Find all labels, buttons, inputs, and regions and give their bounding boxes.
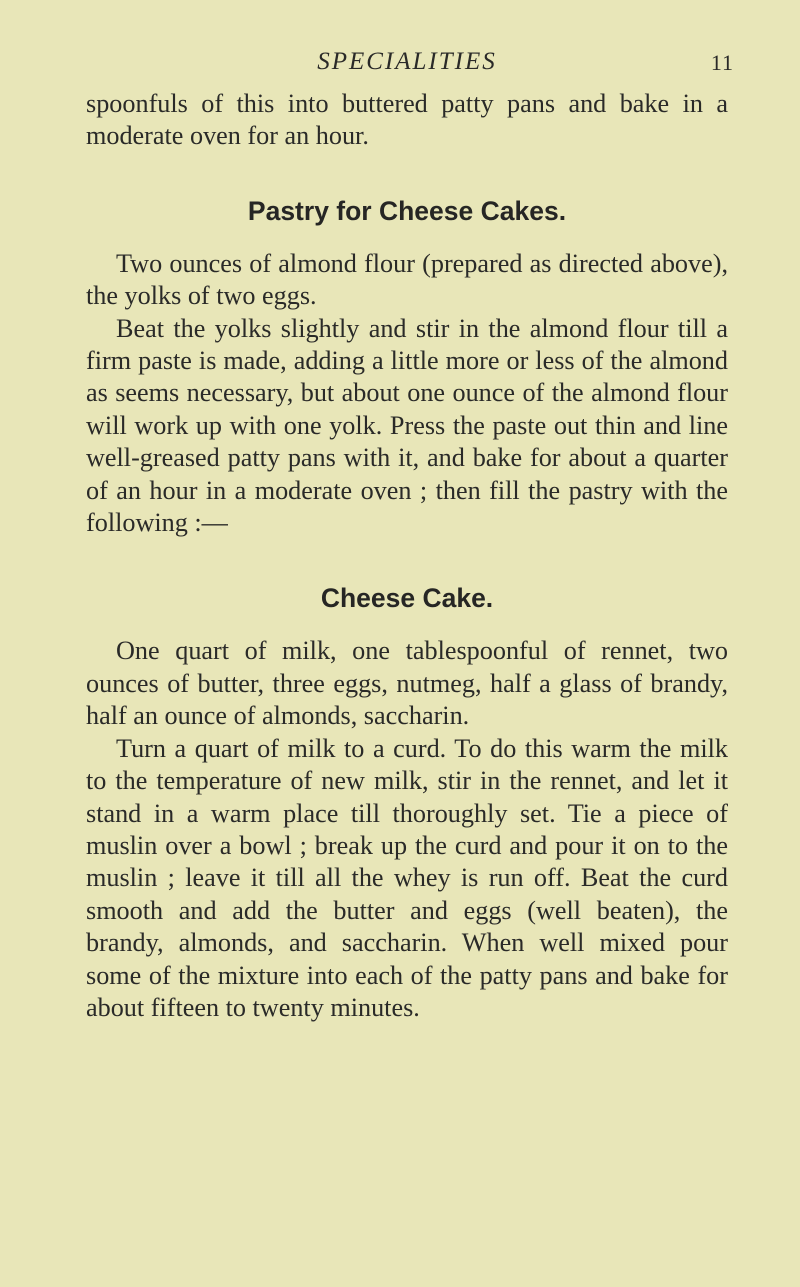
intro-paragraph: spoonfuls of this into buttered patty pans and bake in a moderate oven for an hour. [86, 89, 728, 151]
book-page [86, 48, 734, 1024]
pastry-ingredients-paragraph: Two ounces of almond flour (prepared as directed above), the yolks of two eggs. [86, 248, 728, 311]
section-heading-pastry: Pastry for Cheese Cakes. [247, 195, 567, 226]
pastry-method-paragraph: Beat the yolks slightly and stir in the almond flour till a firm paste is made, adding a little more or less of the almond as seems necessary, but about one ounce of the almond flour will work up with one yolk. Press the paste out thin and line well-greased patty pans with it, and bake for about a quarter of an hour in a moderate oven ; then fill the pastry with the following :— [86, 313, 728, 538]
cheese-cake-method-paragraph: Turn a quart of milk to a curd. To do this warm the milk to the temperature of new milk, stir in the rennet, and let it stand in a warm place till thoroughly set. Tie a piece of muslin over a bowl ; break up the curd and pour it on to the muslin ; leave it till all the whey is run off. Beat the curd smooth and add the butter and eggs (well beaten), the brandy, almonds, and saccharin. When well mixed pour some of the mixture into each of the patty pans and bake for about fifteen to twenty minutes. [86, 733, 728, 1022]
running-title: SPECIALITIES [317, 48, 497, 75]
page-number: 11 [710, 50, 734, 75]
running-head [86, 48, 734, 88]
section-heading-cheese-cake: Cheese Cake. [320, 583, 494, 614]
cheese-cake-ingredients-paragraph: One quart of milk, one tablespoonful of rennet, two ounces of butter, three eggs, nutmeg, half a glass of brandy, half an ounce of almonds, saccharin. [86, 636, 728, 731]
